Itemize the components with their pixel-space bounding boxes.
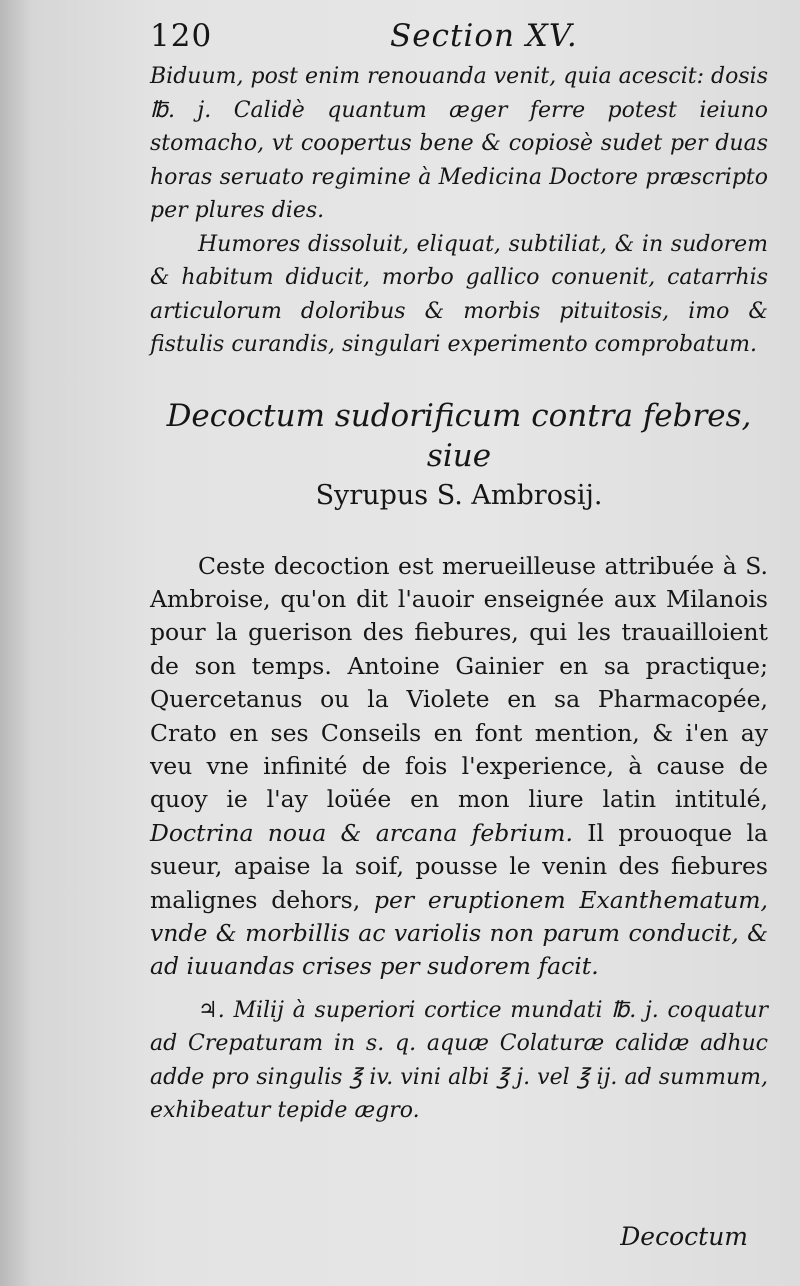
page-header [150,18,768,60]
book-title-citation: Doctrina noua & arcana febrium. [150,818,573,847]
section-title-line-1: Decoctum sudorificum contra febres, siue [166,397,752,474]
paragraph-description [150,550,768,984]
section-title-line-2: Syrupus S. Ambrosij. [315,479,603,511]
description-text: Ceste decoction est merueilleuse attribuée à S. Ambroise, qu'on dit l'auoir enseignée aux Milanois pour la guerison des fiebures, qui les trauailloient de son temps. Antoine Gainier en sa practique; Quercetanus ou la Violete en sa Pharmacopée, Crato en ses Conseils en font mention, & i'en ay veu vne infinité de fois l'experience, à cause de quoy ie l'ay loüée en mon liure latin intitulé, [150,551,768,814]
description-text-2: Il prouoque la sueur, apaise la soif, pousse le venin des fiebures malignes dehors, [150,818,768,914]
paragraph-recipe: ♃. Milij à superiori cortice mundati ℔. j. coquatur ad Crepaturam in s. q. aquæ Colaturæ calidæ adhuc adde pro singulis ℥ iv. vini albi ℥ j. vel ℥ ij. ad summum, exhibeatur tepide ægro. [150,997,768,1124]
catchword: Decoctum [620,1222,748,1251]
page-text [150,18,768,1128]
paragraph-virtues: Humores dissoluit, eliquat, subtiliat, & in sudorem & habitum diducit, morbo gallico conuenit, catarrhis articulorum doloribus & morbis pituitosis, imo & fistulis curandis, singulari experimento comprobatum. [150,231,768,357]
paragraph-dosage: Biduum, post enim renouanda venit, quia acescit: dosis ℔. j. Calidè quantum æger ferre potest ieiuno stomacho, vt coopertus bene & copiosè sudet per duas horas seruato regimine à Medicina Doctore præscripto per plures dies. [150,64,768,223]
section-title [150,396,768,516]
running-head: Section XV. [390,18,578,54]
page-number: 120 [150,18,213,54]
description-latin: per eruptionem Exanthematum, vnde & morbillis ac variolis non parum conducit, & ad iuuandas crises per sudorem facit. [150,885,768,981]
